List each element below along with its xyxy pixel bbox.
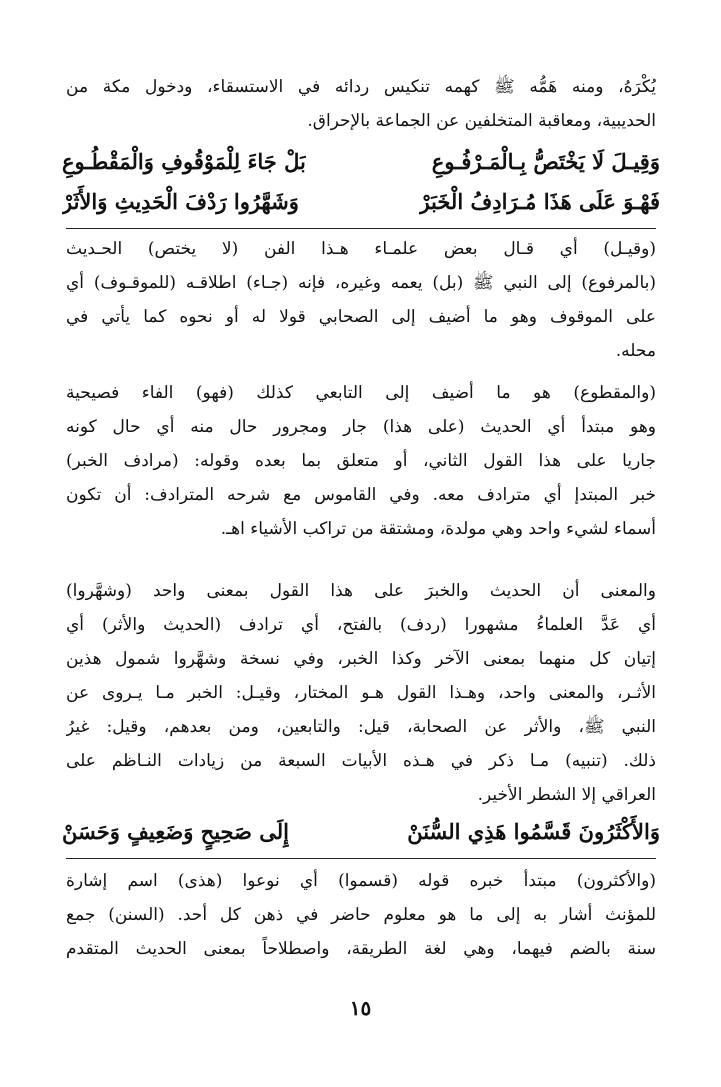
para3-line-7: العراقي إلا الشطر الأخير. [477, 785, 656, 805]
verse-2 [62, 812, 660, 852]
verse-1-row-1-left: بَلْ جَاءَ لِلْمَوْقُوفِ وَالْمَقْطُـوعِ [62, 149, 306, 174]
para2-line-5: أسماء لشيء واحد وهي مولدة، ومشتقة من تراكب الأشياء اهـ. [220, 519, 656, 539]
page-number: ١٥ [349, 996, 372, 1020]
para4-line-2: للمؤنث أشار به إلى ما هو معلوم حاضر في ذهن كل أحد. (السنن) جمع [66, 905, 656, 925]
para4-line-1: (والأكثرون) مبتدأ خبره قوله (قسموا) أي نوعوا (هذى) اسم إشارة [66, 871, 656, 891]
verse-1 [62, 142, 660, 222]
para2-line-2: وهو مبتدأ أي الحديث (على هذا) جار ومجرور حال منه أي حال كونه [66, 417, 656, 437]
para1-line-1: (وقيـل) أي قـال بعض علمـاء هـذا الفن (لا يختص) الحـديث [66, 239, 656, 259]
verse-1-row-1-right: وَقِيـلَ لَا يَخْتَصُّ بِـالْمَـرْفُـوعِ [431, 149, 660, 174]
intro-line-1: يُكْرَهُ، ومنه هَمُّه ﷺ كهمه تنكيس ردائه في الاستسقاء، ودخول مكة من [66, 77, 656, 97]
verse-1-row-2-left: وَشَهَّرُوا رَدْفَ الْحَدِيثِ وَالأَثَرْ [62, 189, 299, 214]
para3-line-6: ذلك. (تنبيه) مـا ذكر في هـذه الأبيات السبعة من زيادات النـاظم على [66, 751, 656, 771]
verse-1-row-1 [62, 142, 660, 182]
para2-line-3: جاريا على هذا القول الثاني، أو متعلق بما بعده وقوله: (مرادف الخبر) [66, 451, 656, 471]
intro-paragraph [66, 70, 656, 138]
para3-line-4: الأثـر، والمعنى واحد، وهـذا القول هـو المختار، وقيـل: الخبر مـا يـروى عن [66, 683, 656, 703]
verse-2-left: إِلَى صَحِيحٍ وَضَعِيفٍ وَحَسَنْ [62, 819, 289, 844]
para3-line-1: والمعنى أن الحديث والخبرَ على هذا القول بمعنى واحد (وشهَّروا) [66, 581, 656, 601]
para1-line-2: (بالمرفوع) إلى النبي ﷺ (بل) يعمه وغيره، فإنه (جـاء) اطلاقـه (للموقـوف) أي [66, 273, 656, 293]
verse-1-row-2 [62, 182, 660, 222]
separator-line-2 [66, 858, 656, 859]
commentary-paragraph-4 [66, 864, 656, 966]
separator-line-1 [66, 228, 656, 229]
commentary-paragraph-3 [66, 574, 656, 812]
verse-2-right: وَالأَكْثَرُونَ قَسَّمُوا هَذِي السُّنَنْ [407, 819, 660, 844]
commentary-paragraph-2 [66, 376, 656, 546]
para2-line-4: خبر المبتدإ أي مترادف معه. وفي القاموس مع شرحه المترادف: أن تكون [66, 485, 656, 505]
para4-line-3: سنة بالضم فيهما، وهي لغة الطريقة، واصطلاحاً بمعنى الحديث المتقدم [66, 939, 656, 959]
verse-1-row-2-right: فَهْـوَ عَلَى هَذَا مُـرَادِفُ الْخَبَرْ [419, 189, 660, 214]
para1-line-4: محله. [615, 341, 656, 361]
commentary-paragraph-1 [66, 232, 656, 368]
verse-2-row [62, 812, 660, 852]
para2-line-1: (والمقطوع) هو ما أضيف إلى التابعي كذلك (فهو) الفاء فصيحية [66, 383, 656, 403]
para3-line-5: النبي ﷺ، والأثر عن الصحابة، قيل: والتابعين، ومن بعدهم، وقيل: غيرُ [66, 717, 656, 737]
para3-line-3: إتيان كل منهما بمعنى الآخر وكذا الخبر، وفي نسخة وشهَّروا شمول هذين [66, 649, 656, 669]
para3-line-2: أي عَدَّ العلماءُ مشهورا (ردف) بالفتح، أي ترادف (الحديث والأثر) أي [66, 615, 656, 635]
intro-line-2: الحديبية، ومعاقبة المتخلفين عن الجماعة بالإحراق. [307, 111, 656, 131]
para1-line-3: على الموقوف وهو ما أضيف إلى الصحابي قولا له أو نحوه كما يأتي في [66, 307, 656, 327]
